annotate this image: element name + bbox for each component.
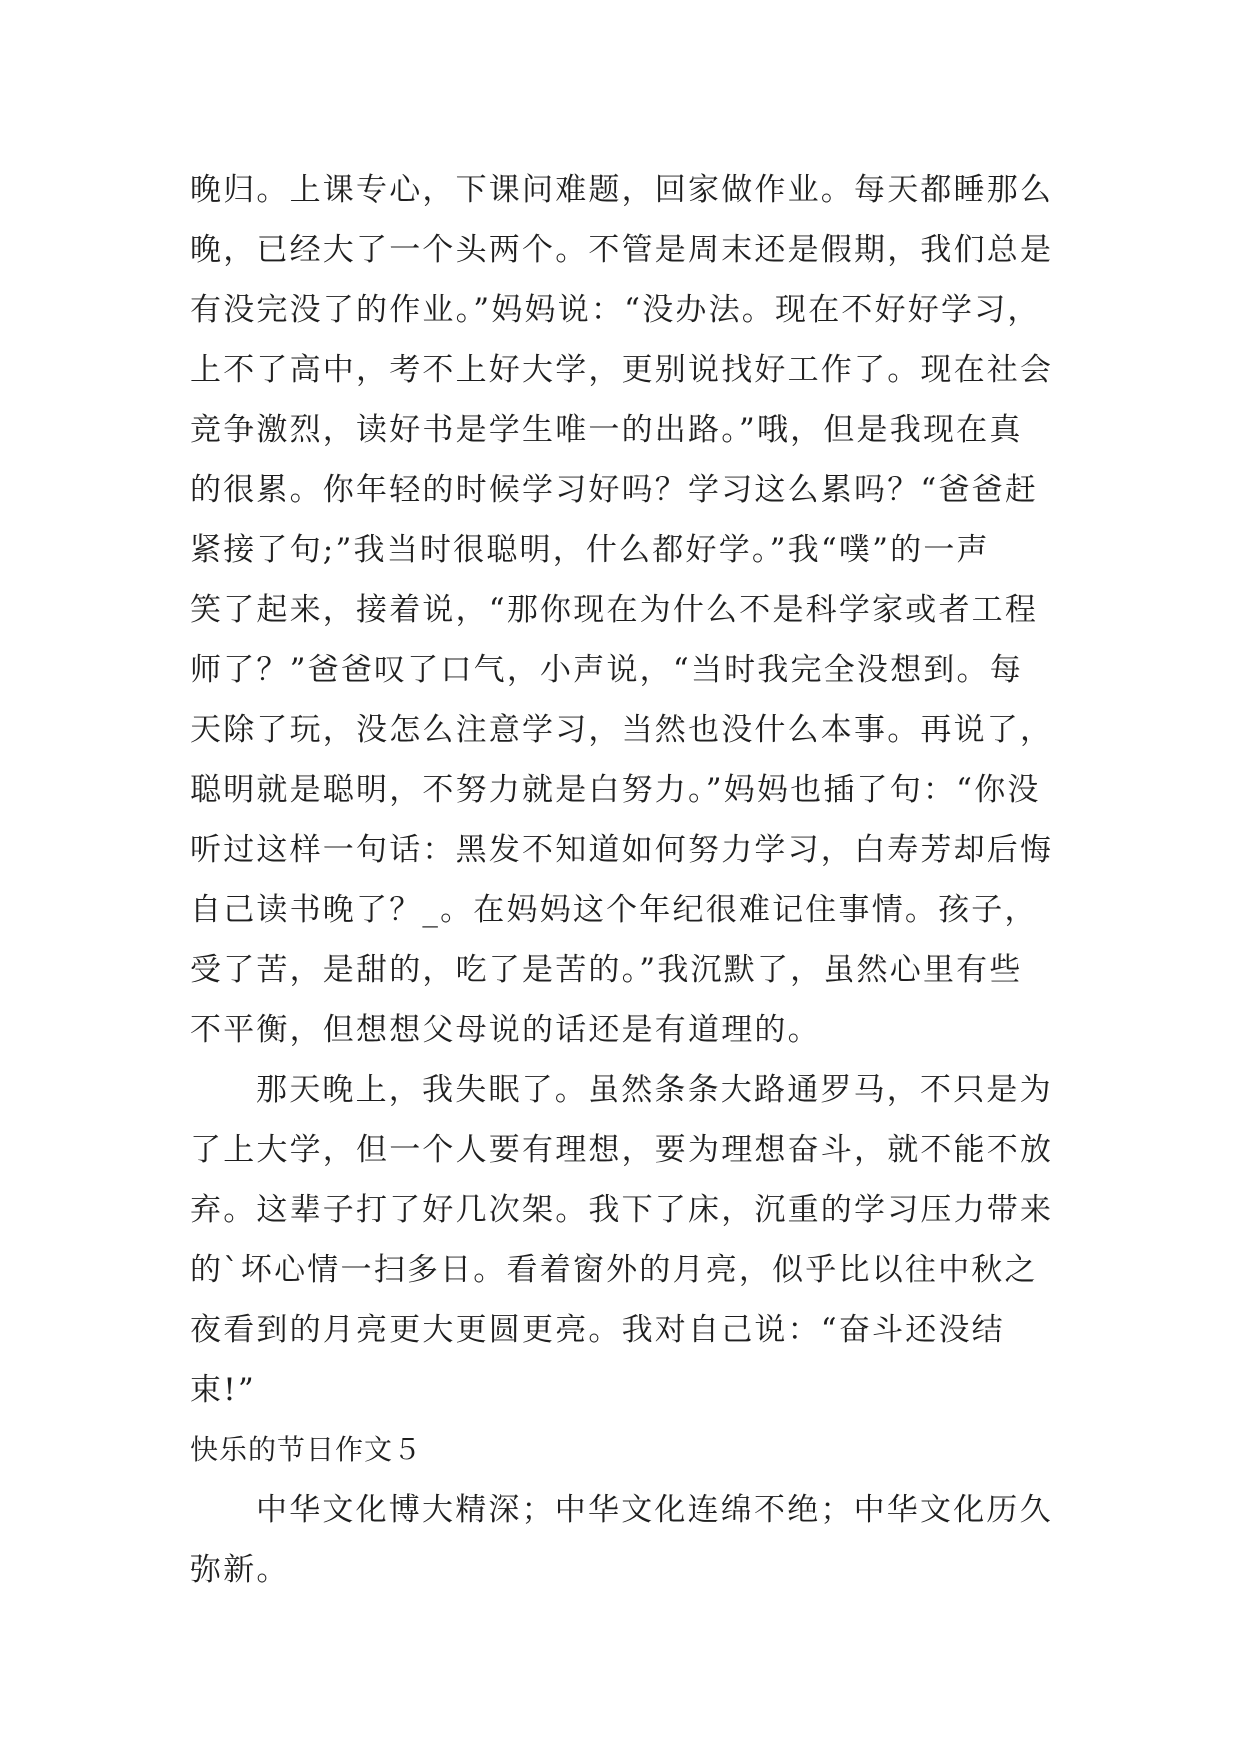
- text-line: 晚，已经大了一个头两个。不管是周末还是假期，我们总是: [190, 232, 1054, 268]
- essay-body: [190, 160, 1070, 1600]
- text-line: 受了苦，是甜的，吃了是苦的。”我沉默了，虽然心里有些: [190, 952, 1023, 988]
- text-line: 弃。这辈子打了好几次架。我下了床，沉重的学习压力带来: [190, 1192, 1054, 1228]
- text-line: 晚归。上课专心，下课问难题，回家做作业。每天都睡那么: [190, 172, 1054, 208]
- text-line: 中华文化博大精深；中华文化连绵不绝；中华文化历久: [256, 1492, 1053, 1528]
- text-line: 夜看到的月亮更大更圆更亮。我对自己说：“奋斗还没结: [190, 1312, 1005, 1348]
- text-line: 聪明就是聪明，不努力就是白努力。”妈妈也插了句：“你没: [190, 772, 1041, 808]
- paragraph-3: [190, 1480, 1070, 1600]
- paragraph-1: [190, 160, 1070, 1060]
- text-line: 自己读书晚了？_。在妈妈这个年纪很难记住事情。孩子，: [190, 892, 1038, 928]
- text-line: 天除了玩，没怎么注意学习，当然也没什么本事。再说了，: [190, 712, 1054, 748]
- text-line: 紧接了句;”我当时很聪明，什么都好学。”我“噗”的一声: [190, 532, 990, 568]
- text-line: 上不了高中，考不上好大学，更别说找好工作了。现在社会: [190, 352, 1054, 388]
- text-line: 弥新。: [190, 1552, 290, 1588]
- text-line: 听过这样一句话：黑发不知道如何努力学习，白寿芳却后悔: [190, 832, 1054, 868]
- text-line: 笑了起来，接着说，“那你现在为什么不是科学家或者工程: [190, 592, 1039, 628]
- text-line: 竞争激烈，读好书是学生唯一的出路。”哦，但是我现在真: [190, 412, 1023, 448]
- text-line: 了上大学，但一个人要有理想，要为理想奋斗，就不能不放: [190, 1132, 1054, 1168]
- text-line: 那天晚上，我失眠了。虽然条条大路通罗马，不只是为: [256, 1072, 1053, 1108]
- text-line: 的`坏心情一扫多日。看着窗外的月亮，似乎比以往中秋之: [190, 1252, 1038, 1288]
- text-line: 束!”: [190, 1372, 256, 1408]
- paragraph-2: [190, 1060, 1070, 1420]
- text-line: 有没完没了的作业。”妈妈说：“没办法。现在不好好学习，: [190, 292, 1041, 328]
- section-heading: 快乐的节日作文５: [190, 1433, 423, 1466]
- text-line: 师了？”爸爸叹了口气，小声说，“当时我完全没想到。每: [190, 652, 1023, 688]
- text-line: 的很累。你年轻的时候学习好吗？学习这么累吗？“爸爸赶: [190, 472, 1039, 508]
- text-line: 不平衡，但想想父母说的话还是有道理的。: [190, 1012, 821, 1048]
